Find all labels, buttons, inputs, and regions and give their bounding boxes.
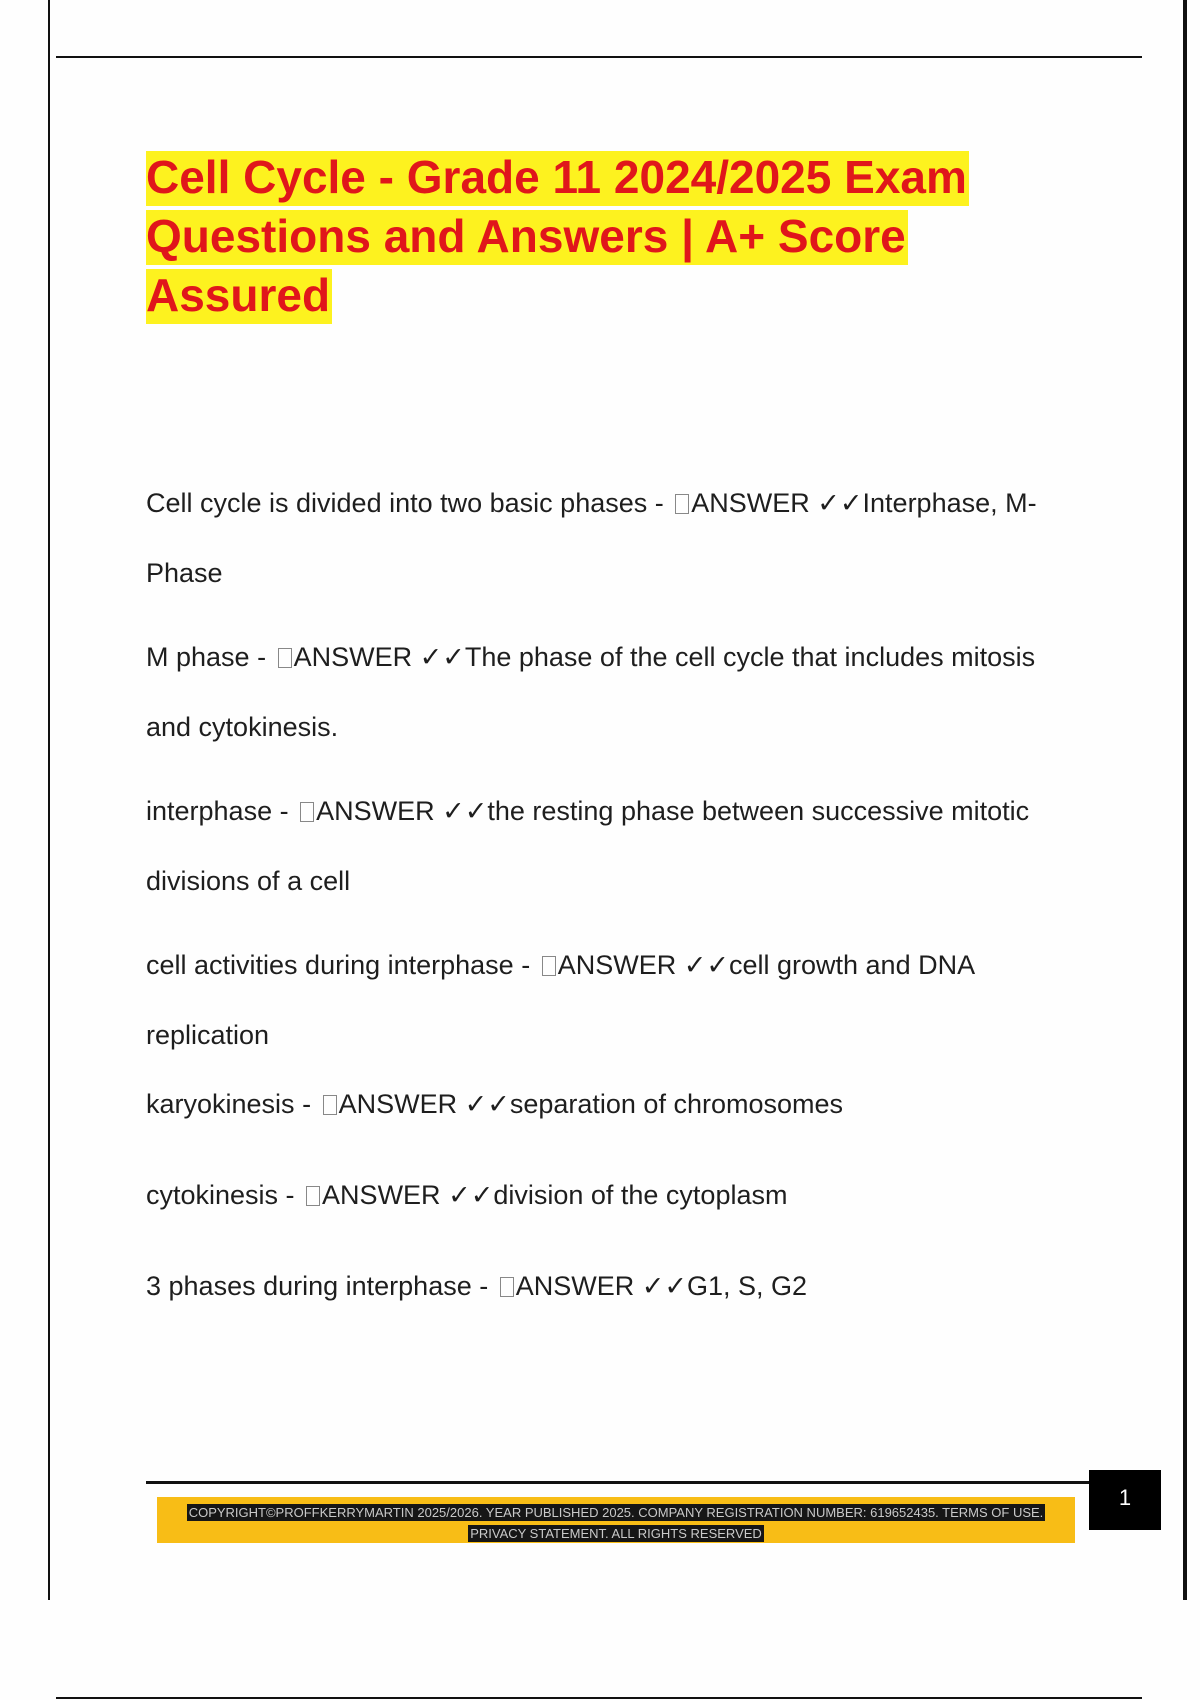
- missing-glyph-icon: [306, 1186, 320, 1206]
- qa-answer-label: ANSWER: [316, 796, 435, 826]
- double-check-icon: ✓✓: [641, 1271, 688, 1301]
- header-rule: [56, 56, 1142, 58]
- qa-answer-label: ANSWER: [338, 1089, 458, 1119]
- footer-rule: [146, 1481, 1090, 1484]
- qa-answer-label: ANSWER: [293, 642, 413, 672]
- page-right-border: [1183, 0, 1187, 1600]
- qa-separator: -: [249, 642, 274, 672]
- missing-glyph-icon: [542, 956, 556, 976]
- qa-question: interphase: [146, 796, 273, 826]
- qa-answer: cell growth and DNA replication: [146, 950, 974, 1050]
- qa-question: cytokinesis: [146, 1180, 279, 1210]
- qa-separator: -: [471, 1271, 496, 1301]
- qa-separator: -: [647, 488, 672, 518]
- qa-item: [146, 468, 1086, 608]
- qa-separator: -: [272, 796, 297, 826]
- qa-separator: -: [294, 1089, 319, 1119]
- footer-copyright-text: COPYRIGHT©PROFFKERRYMARTIN 2025/2026. YEAR PUBLISHED 2025. COMPANY REGISTRATION NUMBER: 619652435. TERMS OF USE. PRIVACY STATEMENT. ALL RIGHTS RESERVED: [188, 1505, 1044, 1541]
- missing-glyph-icon: [675, 494, 689, 514]
- qa-question: cell activities during interphase: [146, 950, 514, 980]
- page-bottom-rule: [56, 1697, 1142, 1699]
- qa-question: karyokinesis: [146, 1089, 295, 1119]
- footer-copyright: [168, 1502, 1064, 1544]
- qa-answer: the resting phase between successive mitotic divisions of a cell: [146, 796, 1030, 896]
- page-left-border: [48, 0, 50, 1600]
- qa-item: [146, 1084, 1086, 1125]
- qa-separator: -: [513, 950, 538, 980]
- qa-list: [146, 468, 1086, 1357]
- double-check-icon: ✓✓: [817, 488, 863, 518]
- missing-glyph-icon: [500, 1277, 514, 1297]
- qa-item: [146, 1266, 1086, 1307]
- document-title: [146, 148, 1046, 325]
- double-check-icon: ✓✓: [442, 796, 488, 826]
- double-check-icon: ✓✓: [448, 1180, 494, 1210]
- double-check-icon: ✓✓: [419, 642, 465, 672]
- qa-answer: G1, S, G2: [687, 1271, 808, 1301]
- qa-item: [146, 930, 1086, 1070]
- document-title-text: Cell Cycle - Grade 11 2024/2025 Exam Questions and Answers | A+ Score Assured: [146, 151, 969, 324]
- qa-item: [146, 622, 1086, 762]
- missing-glyph-icon: [323, 1095, 337, 1115]
- double-check-icon: ✓✓: [464, 1089, 510, 1119]
- qa-answer: division of the cytoplasm: [493, 1180, 788, 1210]
- qa-separator: -: [278, 1180, 303, 1210]
- qa-answer-label: ANSWER: [322, 1180, 441, 1210]
- qa-question: 3 phases during interphase: [146, 1271, 472, 1301]
- qa-answer: The phase of the cell cycle that includes mitosis and cytokinesis.: [146, 642, 1036, 742]
- qa-answer-label: ANSWER: [515, 1271, 635, 1301]
- missing-glyph-icon: [278, 648, 292, 668]
- qa-question: M phase: [146, 642, 250, 672]
- qa-answer-label: ANSWER: [691, 488, 810, 518]
- qa-answer: Interphase, M-Phase: [146, 488, 1037, 588]
- qa-question: Cell cycle is divided into two basic phases: [146, 488, 648, 518]
- double-check-icon: ✓✓: [683, 950, 729, 980]
- qa-answer: separation of chromosomes: [509, 1089, 844, 1119]
- page-number: 1: [1089, 1470, 1161, 1530]
- qa-answer-label: ANSWER: [557, 950, 677, 980]
- qa-item: [146, 776, 1086, 916]
- missing-glyph-icon: [300, 802, 314, 822]
- qa-item: [146, 1175, 1086, 1216]
